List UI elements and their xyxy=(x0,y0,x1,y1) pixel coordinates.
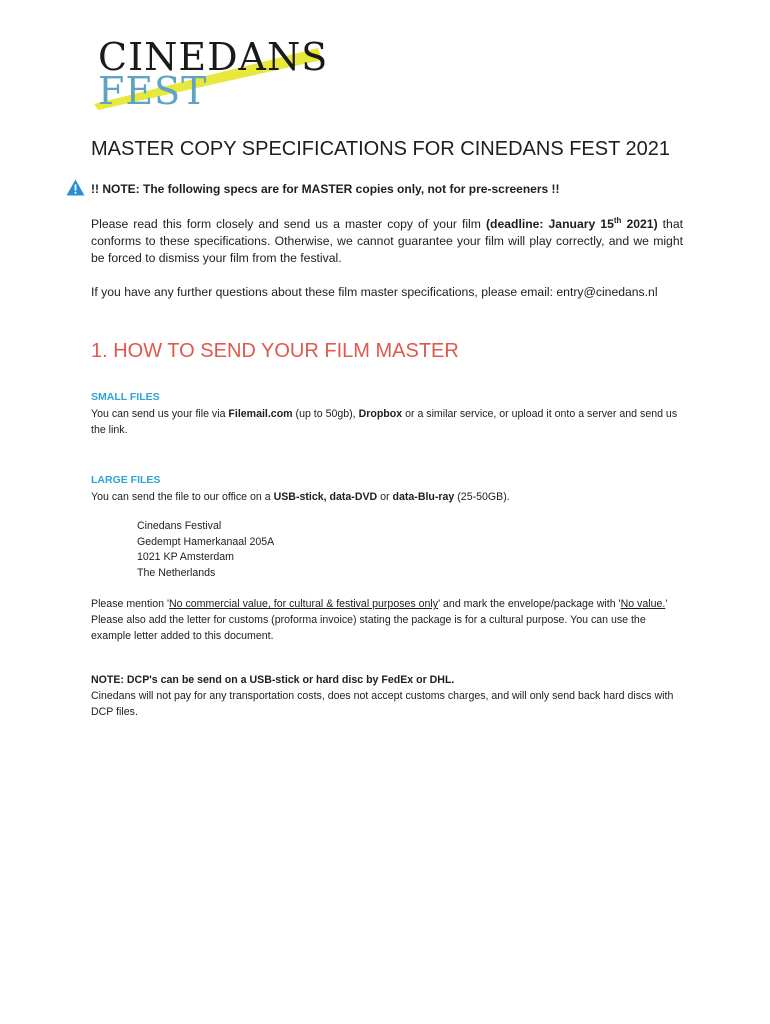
logo-word-cinedans: CINEDANS xyxy=(98,35,329,79)
dcp-shipping-text: Cinedans will not pay for any transportation costs, does not accept customs charges, and will only send back hard discs with DCP files. xyxy=(91,690,674,718)
address-line: 1021 KP Amsterdam xyxy=(137,551,234,563)
master-copy-note: !! NOTE: The following specs are for MASTER copies only, not for pre-screeners !! xyxy=(91,182,560,196)
large-files-heading: LARGE FILES xyxy=(91,474,161,486)
deadline: (deadline: January 15th 2021) xyxy=(485,216,658,231)
contact-paragraph: If you have any further questions about these film master specifications, please email: entry@cinedans.nl xyxy=(91,285,658,299)
address-line: Cinedans Festival xyxy=(137,520,222,532)
customs-instructions: Please mention 'No commercial value, for cultural & festival purposes only' and mark the envelope/package with 'No value.' Please also add the letter for customs (proforma invoice) stating the package is for a cultural purpose. You can use the example letter added to this document. xyxy=(91,598,668,642)
section-title-how-to-send: 1. HOW TO SEND YOUR FILM MASTER xyxy=(91,340,459,362)
large-files-text: You can send the file to our office on a USB-stick, data-DVD or data-Blu-ray (25-50GB). xyxy=(91,491,510,503)
intro-paragraph: Please read this form closely and send us a master copy of your film (deadline: January 15th 2021) that conforms to these specifications. Otherwise, we cannot guarantee your film will play correctly, and we might be forced to dismiss your film from the festival. xyxy=(91,216,684,265)
warning-icon xyxy=(66,179,85,196)
office-address xyxy=(137,519,274,581)
address-line: Gedempt Hamerkanaal 205A xyxy=(137,535,275,548)
dcp-note: NOTE: DCP's can be send on a USB-stick or hard disc by FedEx or DHL. xyxy=(91,674,455,686)
cinedans-fest-logo xyxy=(92,35,329,113)
small-files-text: You can send us your file via Filemail.com (up to 50gb), Dropbox or a similar service, or upload it onto a server and send us the link. xyxy=(91,408,678,436)
address-line: The Netherlands xyxy=(137,566,216,579)
small-files-heading: SMALL FILES xyxy=(91,391,160,403)
document-title: MASTER COPY SPECIFICATIONS FOR CINEDANS FEST 2021 xyxy=(91,138,671,160)
logo-word-fest: FEST xyxy=(98,69,208,113)
